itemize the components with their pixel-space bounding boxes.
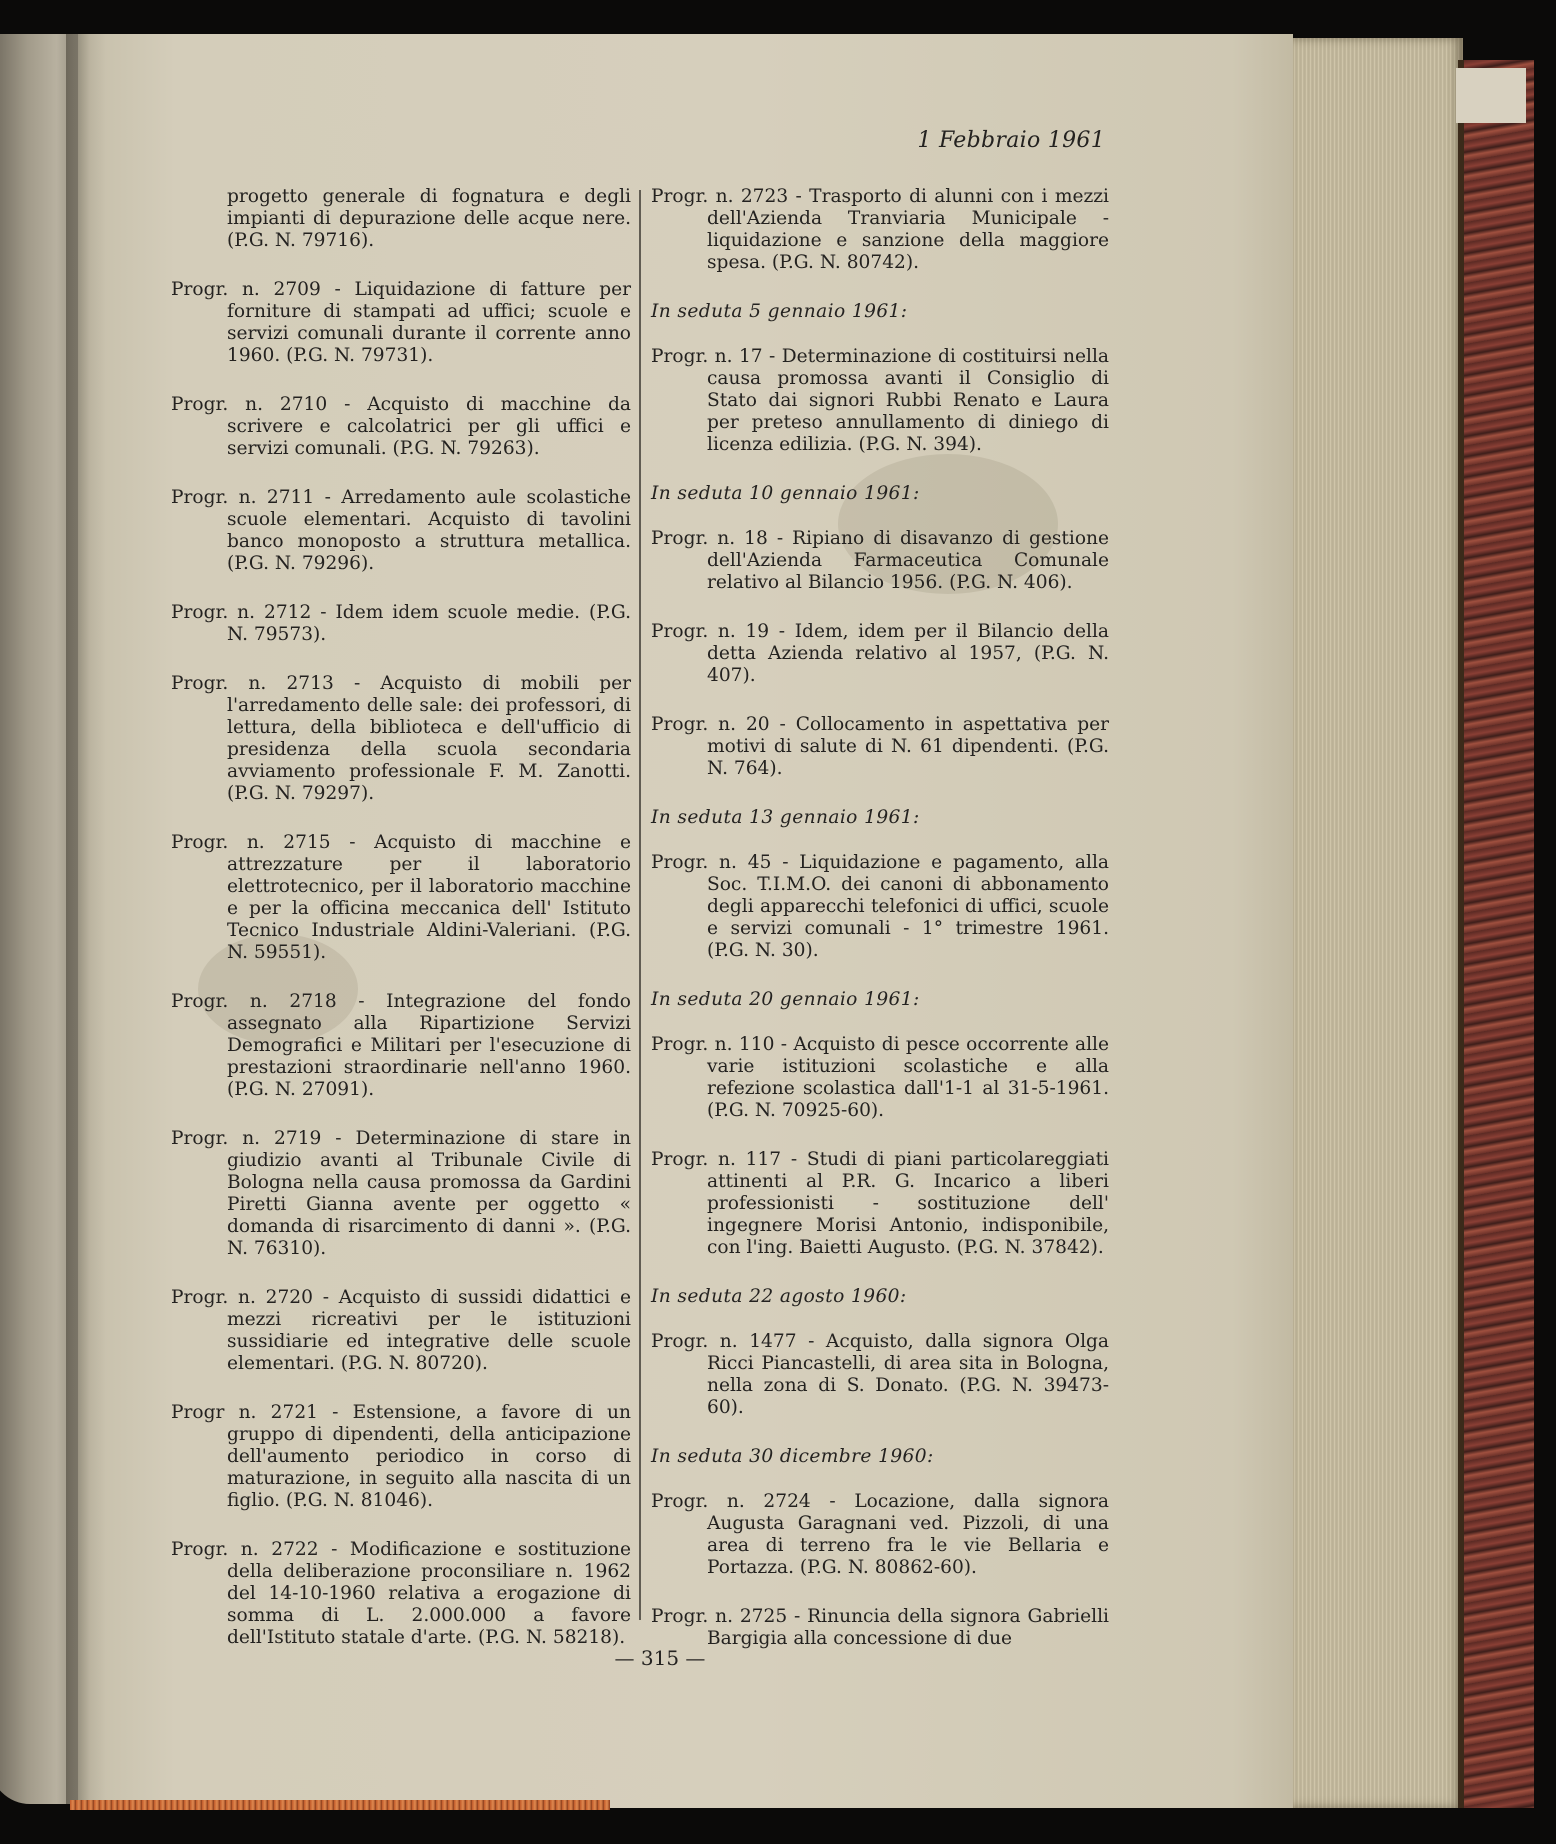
deliberation-entry: progetto generale di fognatura e degli impianti di depurazione delle acque nere. (P.G. N. 79716). — [227, 186, 631, 251]
binding-label — [1456, 68, 1526, 123]
deliberation-entry: Progr n. 2721 - Estensione, a favore di un gruppo di dipendenti, della anticipazione dell'aumento periodico in corso di maturazione, in seguito alla nascita di un figlio. (P.G. N. 81046). — [171, 1402, 631, 1511]
session-heading: In seduta 30 dicembre 1960: — [651, 1446, 934, 1467]
deliberation-entry: Progr. n. 2713 - Acquisto di mobili per l'arredamento delle sale: dei professori, di lettura, della biblioteca e dell'ufficio di presidenza della scuola secondaria avviamento professionale F. M. Zanotti. (P.G. N. 79297). — [171, 673, 631, 804]
marbled-binding — [1458, 60, 1534, 1820]
deliberation-entry: Progr. n. 2724 - Locazione, dalla signora Augusta Garagnani ved. Pizzoli, di una area di terreno fra le vie Bellaria e Portazza. (P.G. N. 80862-60). — [651, 1491, 1109, 1578]
session-heading: In seduta 20 gennaio 1961: — [651, 989, 920, 1010]
deliberation-entry: Progr. n. 2710 - Acquisto di macchine da scrivere e calcolatrici per gli uffici e servizi comunali. (P.G. N. 79263). — [171, 394, 631, 459]
deliberation-entry: Progr. n. 110 - Acquisto di pesce occorrente alle varie istituzioni scolastiche e alla refezione scolastica dall'1-1 al 31-5-1961. (P.G. N. 70925-60). — [651, 1034, 1109, 1121]
session-heading: In seduta 10 gennaio 1961: — [651, 483, 920, 504]
session-heading: In seduta 5 gennaio 1961: — [651, 301, 908, 322]
deliberation-entry: Progr. n. 2712 - Idem idem scuole medie. (P.G. N. 79573). — [171, 602, 631, 645]
session-heading: In seduta 13 gennaio 1961: — [651, 807, 920, 828]
deliberation-entry: Progr. n. 2718 - Integrazione del fondo assegnato alla Ripartizione Servizi Demografici e Militari per l'esecuzione di prestazioni straordinarie nell'anno 1960. (P.G. N. 27091). — [171, 991, 631, 1100]
deliberation-entry: Progr. n. 2719 - Determinazione di stare in giudizio avanti al Tribunale Civile di Bologna nella causa promossa da Gardini Piretti Gianna avente per oggetto « domanda di risarcimento di danni ». (P.G. N. 76310). — [171, 1128, 631, 1259]
deliberation-entry: Progr. n. 2715 - Acquisto di macchine e attrezzature per il laboratorio elettrotecnico, per il laboratorio macchine e per la officina meccanica dell' Istituto Tecnico Industriale Aldini-Valeriani. (P.G. N. 59551). — [171, 832, 631, 963]
left-column — [171, 186, 631, 1676]
page-block-edges — [1293, 38, 1463, 1808]
right-column — [651, 186, 1109, 1677]
scan-background — [0, 1808, 1556, 1844]
deliberation-entry: Progr. n. 2720 - Acquisto di sussidi didattici e mezzi ricreativi per le istituzioni sussidiarie ed integrative delle scuole elementari. (P.G. N. 80720). — [171, 1287, 631, 1374]
page-number: — 315 — — [614, 1646, 706, 1670]
deliberation-entry: Progr. n. 1477 - Acquisto, dalla signora Olga Ricci Piancastelli, di area sita in Bologna, nella zona di S. Donato. (P.G. N. 39473-60). — [651, 1331, 1109, 1418]
deliberation-entry: Progr. n. 18 - Ripiano di disavanzo di gestione dell'Azienda Farmaceutica Comunale relativo al Bilancio 1956. (P.G. N. 406). — [651, 528, 1109, 593]
deliberation-entry: Progr. n. 117 - Studi di piani particolareggiati attinenti al P.R. G. Incarico a liberi professionisti - sostituzione dell' ingegnere Morisi Antonio, indisponibile, con l'ing. Baietti Augusto. (P.G. N. 37842). — [651, 1149, 1109, 1258]
deliberation-entry: Progr. n. 2709 - Liquidazione di fatture per forniture di stampati ad uffici; scuole e servizi comunali durante il corrente anno 1960. (P.G. N. 79731). — [171, 279, 631, 366]
deliberation-entry: Progr. n. 2725 - Rinuncia della signora Gabrielli Bargigia alla concessione di due — [651, 1606, 1109, 1649]
deliberation-entry: Progr. n. 2711 - Arredamento aule scolastiche scuole elementari. Acquisto di tavolini banco monoposto a struttura metallica. (P.G. N. 79296). — [171, 487, 631, 574]
session-heading: In seduta 22 agosto 1960: — [651, 1286, 907, 1307]
deliberation-entry: Progr. n. 19 - Idem, idem per il Bilancio della detta Azienda relativo al 1957, (P.G. N. 407). — [651, 621, 1109, 686]
column-divider — [639, 190, 641, 1620]
deliberation-entry: Progr. n. 17 - Determinazione di costituirsi nella causa promossa avanti il Consiglio di Stato dai signori Rubbi Renato e Laura per preteso annullamento di diniego di licenza edilizia. (P.G. N. 394). — [651, 346, 1109, 455]
deliberation-entry: Progr. n. 20 - Collocamento in aspettativa per motivi di salute di N. 61 dipendenti. (P.G. N. 764). — [651, 714, 1109, 779]
deliberation-entry: Progr. n. 45 - Liquidazione e pagamento, alla Soc. T.I.M.O. dei canoni di abbonamento degli apparecchi telefonici di uffici, scuole e servizi comunali - 1° trimestre 1961. (P.G. N. 30). — [651, 852, 1109, 961]
page-header-date: 1 Febbraio 1961 — [917, 128, 1105, 153]
deliberation-entry: Progr. n. 2723 - Trasporto di alunni con i mezzi dell'Azienda Tranviaria Municipale - liquidazione e sanzione della maggiore spesa. (P.G. N. 80742). — [651, 186, 1109, 273]
page-gutter — [66, 34, 106, 1804]
sewing-thread — [70, 1800, 610, 1810]
deliberation-entry: Progr. n. 2722 - Modificazione e sostituzione della deliberazione proconsiliare n. 1962 del 14-10-1960 relativa a erogazione di somma di L. 2.000.000 a favore dell'Istituto statale d'arte. (P.G. N. 58218). — [171, 1539, 631, 1648]
